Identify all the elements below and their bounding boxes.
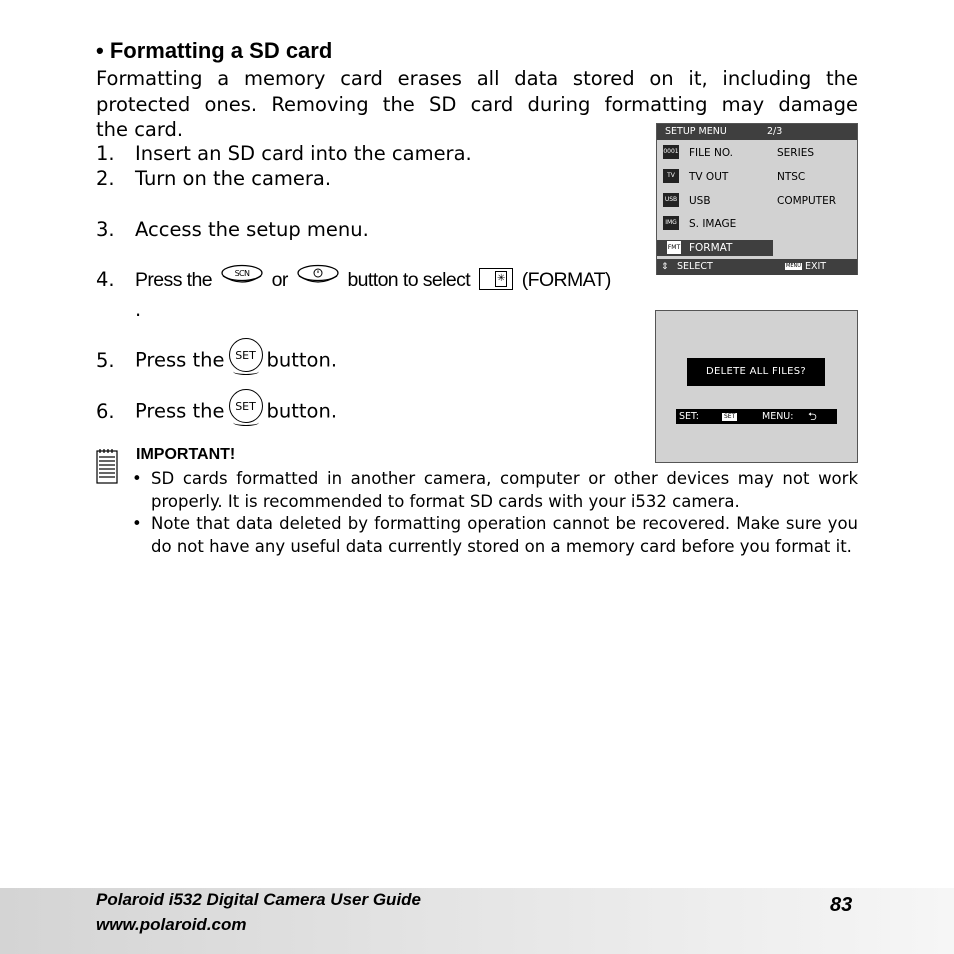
menu-row-s-image — [657, 213, 857, 235]
step-text: button to select — [347, 269, 471, 291]
set-label: SET: — [679, 411, 699, 422]
scn-label: SCN — [234, 268, 250, 278]
select-label: SELECT — [677, 261, 713, 272]
back-arrow-icon: ⮌ — [808, 410, 817, 423]
step-text: Insert an SD card into the camera. — [135, 142, 472, 165]
menu-tag-icon: MENU — [786, 263, 801, 269]
step-text: Press the — [135, 348, 225, 372]
menu-row-label: FILE NO. — [689, 147, 733, 159]
step-text: button. — [266, 399, 338, 423]
step-4-period: . — [135, 298, 142, 321]
step-number: 6. — [96, 399, 115, 423]
menu-label: MENU: — [762, 411, 794, 422]
step-5 — [96, 344, 337, 378]
exit-label: EXIT — [805, 261, 827, 272]
step-6 — [96, 395, 337, 429]
format-icon: ✳ — [479, 268, 513, 290]
confirm-footer — [676, 409, 837, 424]
step-2 — [96, 167, 331, 190]
setup-menu-header — [657, 124, 857, 140]
delete-all-files-prompt: DELETE ALL FILES? — [687, 358, 825, 386]
scn-button-icon — [220, 264, 264, 286]
step-number: 4. — [96, 268, 115, 291]
step-text: Press the — [135, 399, 225, 423]
step-number: 2. — [96, 167, 115, 190]
step-4 — [96, 268, 611, 292]
step-number: 5. — [96, 348, 115, 372]
section-title: • Formatting a SD card — [96, 38, 333, 63]
set-tag-icon: SET — [724, 413, 736, 420]
page-number: 83 — [830, 894, 853, 916]
menu-row-value: COMPUTER — [777, 195, 837, 207]
footer-title: Polaroid i532 Digital Camera User Guide — [96, 890, 422, 909]
step-number: 3. — [96, 218, 115, 241]
step-text: button. — [266, 348, 338, 372]
important-list — [132, 468, 858, 558]
usb-icon: USB — [663, 193, 679, 207]
step-3 — [96, 218, 369, 241]
tv-icon: TV — [663, 169, 679, 183]
setup-menu-screen — [656, 123, 858, 275]
menu-row-tv-out — [657, 166, 857, 188]
setup-menu-footer — [657, 259, 857, 275]
set-button-icon: SET — [229, 389, 263, 423]
startup-image-icon: IMG — [663, 216, 679, 230]
step-text: Press the — [135, 269, 212, 291]
menu-row-value: NTSC — [777, 171, 806, 183]
step-text: or — [271, 269, 288, 291]
intro-line: protected ones. Removing the SD card during formatting may damage — [96, 92, 858, 116]
step-number: 1. — [96, 142, 115, 165]
menu-row-label: S. IMAGE — [689, 218, 737, 230]
step-1 — [96, 142, 472, 165]
menu-row-label: TV OUT — [689, 171, 729, 183]
file-number-icon: 0001 — [663, 145, 679, 159]
menu-row-label: FORMAT — [689, 242, 733, 254]
format-icon: FMT — [667, 241, 681, 254]
setup-menu-title: SETUP MENU — [665, 126, 727, 137]
menu-row-format-selected — [657, 240, 773, 256]
step-text: (FORMAT) — [521, 269, 611, 291]
menu-row-label: USB — [689, 195, 711, 207]
intro-line: the card. — [96, 118, 184, 141]
important-title: IMPORTANT! — [136, 446, 236, 463]
footer-url: www.polaroid.com — [96, 915, 247, 934]
step-text: Turn on the camera. — [135, 167, 332, 190]
important-item: • Note that data deleted by formatting operation cannot be recovered. Make sure you do not have any useful data currently stored on a memory card before you format it. — [132, 513, 858, 558]
set-button-icon: SET — [229, 338, 263, 372]
intro-line: Formatting a memory card erases all data stored on it, including the — [96, 67, 858, 90]
important-item: • SD cards formatted in another camera, computer or other devices may not work properly. It is recommended to format SD cards with your i532 camera. — [132, 468, 858, 513]
menu-row-value: SERIES — [777, 147, 814, 159]
format-confirm-screen — [655, 310, 858, 463]
menu-row-usb — [657, 190, 857, 212]
notepad-icon — [96, 448, 118, 484]
setup-menu-page: 2/3 — [767, 126, 783, 137]
step-text: Access the setup menu. — [135, 218, 369, 241]
self-timer-button-icon — [296, 264, 340, 286]
updown-arrows-icon: ⇕ — [661, 262, 669, 272]
menu-row-file-no — [657, 142, 857, 164]
